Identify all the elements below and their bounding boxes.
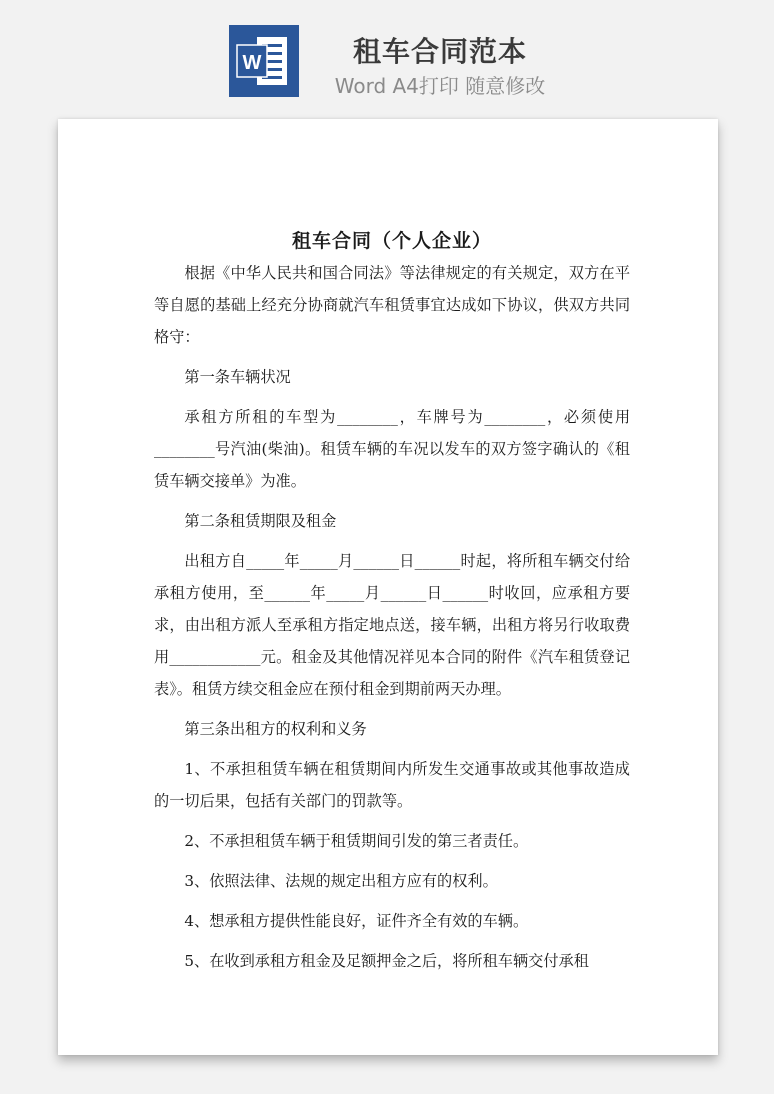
list-item-4: 4、想承租方提供性能良好，证件齐全有效的车辆。 — [184, 912, 529, 930]
section-heading-1: 第一条车辆状况 — [184, 368, 291, 386]
page-header — [0, 0, 774, 118]
document-title: 租车合同（个人企业） — [291, 230, 492, 252]
word-icon-letter: W — [242, 52, 262, 74]
document-page — [58, 119, 718, 1055]
section-heading-3: 第三条出租方的权利和义务 — [184, 720, 367, 738]
list-item-1: 1、不承担租赁车辆在租赁期间内所发生交通事故或其他事故造成的一切后果，包括有关部门的罚款等。 — [154, 760, 630, 810]
section-heading-2: 第二条租赁期限及租金 — [184, 512, 337, 530]
paragraph-article-2: 出租方自_____年_____月______日______时起，将所租车辆交付给承租方使用，至______年_____月______日______时收回，应承租方要求，由出租方派人至承租方指定地点送，接车辆，出租方将另行收取费用____________元。租金及其他情况祥见本合同的附件《汽车租赁登记表》。租赁方续交租金应在预付租金到期前两天办理。 — [154, 552, 630, 698]
document-body — [154, 227, 630, 977]
paragraph-article-1: 承租方所租的车型为________，车牌号为________，必须使用________号汽油(柴油)。租赁车辆的车况以发车的双方签字确认的《租赁车辆交接单》为准。 — [154, 408, 630, 490]
header-subtitle: Word A4打印 随意修改 — [334, 74, 546, 98]
list-item-2: 2、不承担租赁车辆于租赁期间引发的第三者责任。 — [184, 832, 529, 850]
list-item-5: 5、在收到承租方租金及足额押金之后，将所租车辆交付承租 — [184, 952, 589, 970]
word-document-icon — [229, 25, 299, 97]
header-title: 租车合同范本 — [352, 35, 527, 68]
paragraph-preamble: 根据《中华人民共和国合同法》等法律规定的有关规定，双方在平等自愿的基础上经充分协商就汽车租赁事宜达成如下协议，供双方共同格守： — [154, 264, 630, 346]
list-item-3: 3、依照法律、法规的规定出租方应有的权利。 — [184, 872, 498, 890]
